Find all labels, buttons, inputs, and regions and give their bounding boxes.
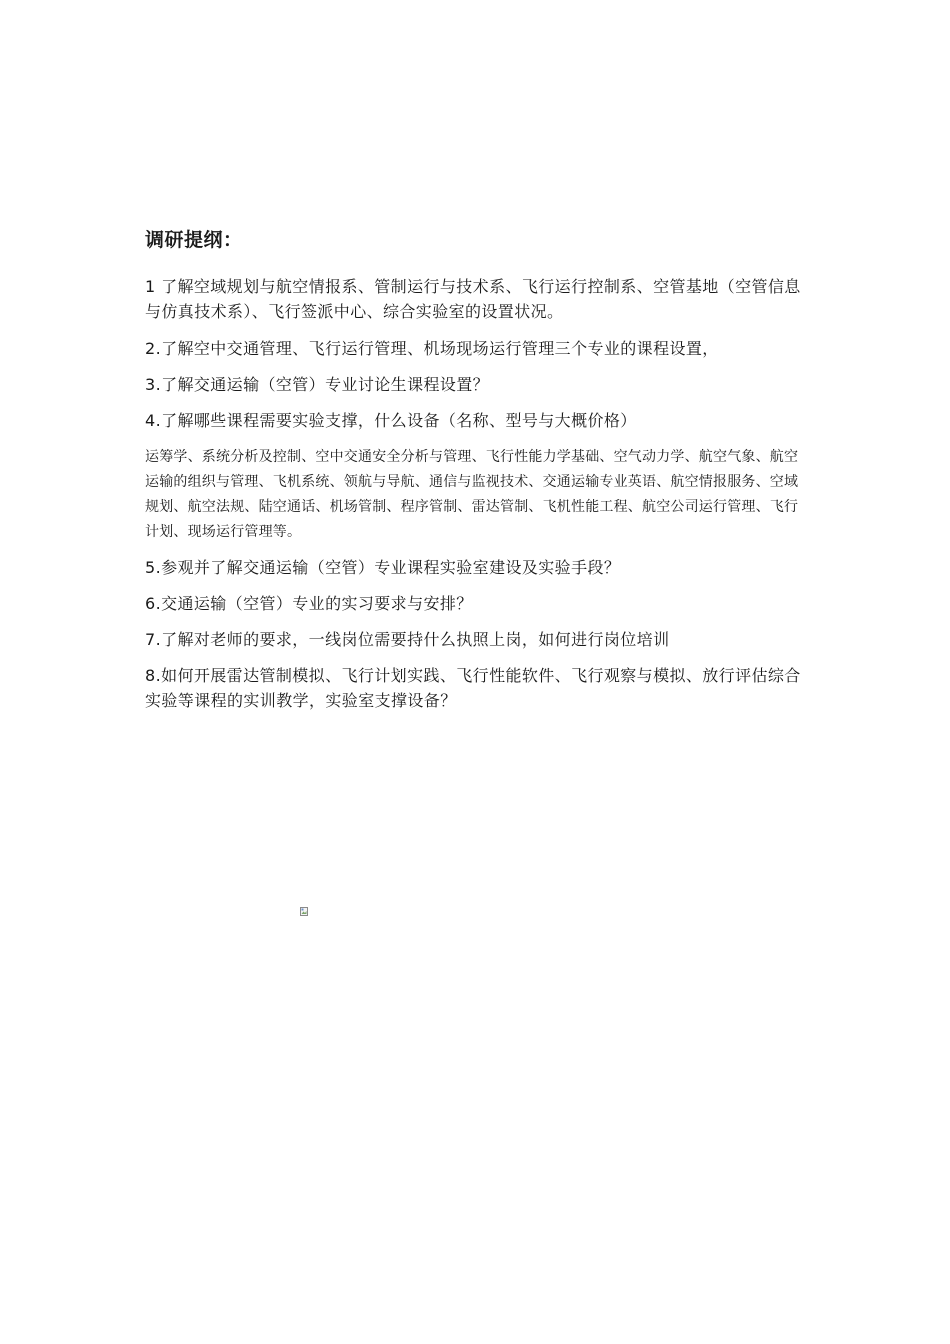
outline-item-4: 4.了解哪些课程需要实验支撑，什么设备（名称、型号与大概价格）: [145, 411, 637, 430]
outline-item-7: 7.了解对老师的要求，一线岗位需要持什么执照上岗，如何进行岗位培训: [145, 630, 670, 649]
document-heading: 调研提纲：: [145, 229, 243, 251]
outline-item-6: 6.交通运输（空管）专业的实习要求与安排？: [145, 594, 473, 613]
outline-item-2: 2.了解空中交通管理、飞行运行管理、机场现场运行管理三个专业的课程设置，: [145, 339, 719, 358]
course-list: 运筹学、系统分析及控制、空中交通安全分析与管理、飞行性能力学基础、空气动力学、航空气象、航空运输的组织与管理、飞机系统、领航与导航、通信与监视技术、交通运输专业英语、航空情报服务、空域规划、航空法规、陆空通话、机场管制、程序管制、雷达管制、飞机性能工程、航空公司运行管理、飞行计划、现场运行管理等。: [145, 449, 799, 540]
outline-item-8: 8.如何开展雷达管制模拟、飞行计划实践、飞行性能软件、飞行观察与模拟、放行评估综合实验等课程的实训教学，实验室支撑设备？: [145, 666, 801, 710]
outline-item-3: 3.了解交通运输（空管）专业讨论生课程设置？: [145, 375, 490, 394]
outline-item-1: 1 了解空域规划与航空情报系、管制运行与技术系、飞行运行控制系、空管基地（空管信息与仿真技术系）、飞行签派中心、综合实验室的设置状况。: [145, 277, 801, 321]
document-body: [145, 226, 810, 725]
outline-item-5: 5.参观并了解交通运输（空管）专业课程实验室建设及实验手段？: [145, 558, 621, 577]
broken-image-icon: [300, 907, 308, 916]
